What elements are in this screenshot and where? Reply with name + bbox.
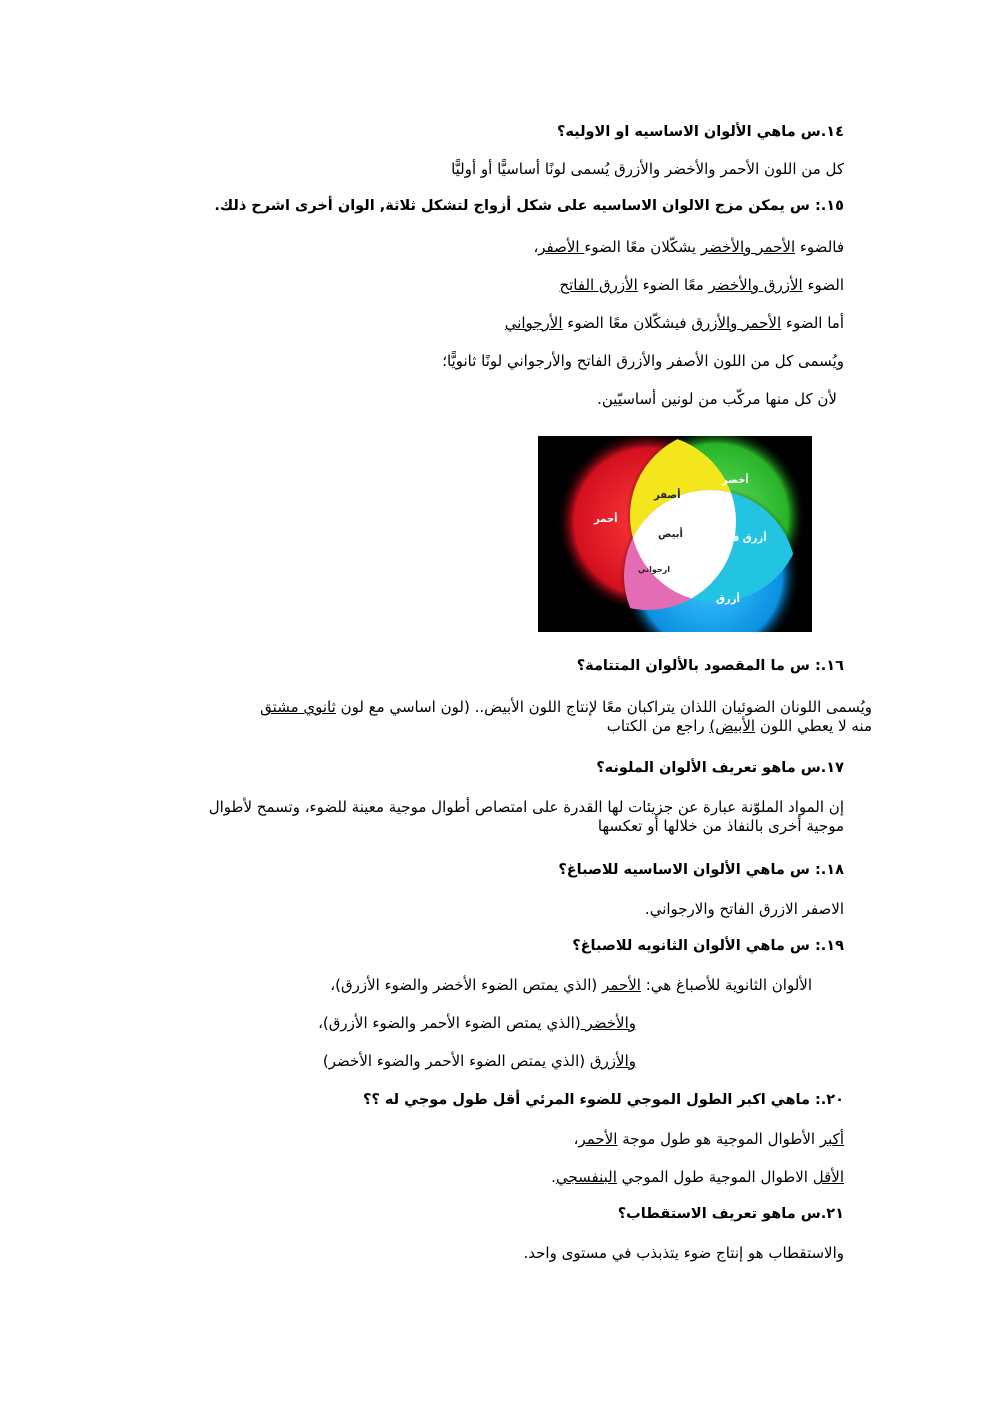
answer-21: والاستقطاب هو إنتاج ضوء يتذبذب في مستوى واحد. [523,1244,844,1262]
text-run: ، [533,238,539,256]
answer-20-line-2 [551,1168,844,1186]
question-18: ١٨.: س ماهي الألوان الاساسيه للاصباغ؟ [558,862,844,878]
text-run: . [551,1168,556,1186]
underlined-text: الأبيض) [709,717,756,735]
question-17: ١٧.س ماهو تعريف الألوان الملونه؟ [596,760,844,776]
text-run: موجية أخرى بالنفاذ من خلالها أو تعكسها [597,817,844,835]
answer-16-line-2 [152,717,872,736]
text-run: ويُسمى كل من اللون الأصفر والأزرق الفاتح والأرجواني لونًا ثانويًّا؛ [442,352,844,370]
answer-15-line-3 [505,314,844,332]
label-green: أخضر [722,475,749,486]
text-run: إن المواد الملوّنة عبارة عن جزيئات لها القدرة على امتصاص أطوال موجية معينة للضوء، وتسمح لأطوال [208,798,844,816]
underlined-text: الأقل [812,1168,844,1186]
text-run: ويُسمى اللونان الضوئيان اللذان يتراكبان معًا لإنتاج اللون الأبيض.. (لون اساسي مع لون [335,698,872,716]
text-run: الاطوال الموجية طول الموجي [616,1168,813,1186]
answer-20-line-1 [574,1130,844,1148]
label-white: أبيض [658,529,683,540]
text-run: منه لا يعطي اللون [755,717,872,735]
label-cyan: أزرق فاتح [718,533,767,544]
question-14: ١٤.س ماهي الألوان الاساسيه او الاوليه؟ [556,124,844,140]
answer-14: كل من اللون الأحمر والأخضر والأزرق يُسمى لونًا أساسيًّا أو أوليًّا [451,160,844,178]
label-yellow: أصفر [654,490,681,501]
underlined-text: الأزرق والأخضر [708,276,803,294]
answer-15-line-2 [559,276,844,294]
question-20: ٢٠.: ماهي اكبر الطول الموجي للضوء المرئي أقل طول موجي له ؟؟ [363,1092,844,1108]
underlined-text: البنفسجي [555,1168,617,1186]
text-run: الأطوال الموجية هو طول موجة [617,1130,820,1148]
text-run: ، [573,1130,579,1148]
text-run: (الذي يمتص الضوء الأحمر والضوء الأزرق)، [318,1014,581,1032]
text-run: (الذي يمتص الضوء الأخضر والضوء الأزرق)، [330,976,602,994]
question-21: ٢١.س ماهو تعريف الاستقطاب؟ [617,1206,844,1222]
answer-15-line-4 [442,352,844,370]
answer-19-line-3 [323,1052,636,1070]
answer-17-line-1 [154,798,844,817]
answer-16 [152,698,872,736]
underlined-text: أكبر [819,1130,844,1148]
answer-19-line-1 [330,976,812,994]
underlined-text: ثانوي مشتق [260,698,336,716]
answer-19-line-2 [318,1014,636,1032]
question-15: ١٥.: س يمكن مزج الالوان الاساسيه على شكل أزواج لتشكل ثلاثة, الوان أخرى اشرح ذلك. [214,198,844,214]
underlined-text: الأحمر [578,1130,618,1148]
label-blue: أزرق [716,594,740,605]
text-run: يشكّلان معًا الضوء [584,238,701,256]
underlined-text: الأحمر والأخضر [700,238,796,256]
text-run: أما الضوء [781,314,844,332]
text-run: فالضوء [795,238,844,256]
underlined-text: والأخضر [580,1014,636,1032]
underlined-text: الأحمر [602,976,641,994]
text-run: (الذي يمتص الضوء الأحمر والضوء الأخضر) [322,1052,590,1070]
underlined-text: الأحمر والأزرق [691,314,782,332]
text-run: معًا الضوء [637,276,709,294]
label-magenta: ارجواني [638,565,670,574]
text-run: فيشكّلان معًا الضوء [562,314,692,332]
underlined-text: الأرجواني [504,314,563,332]
label-red: أحمر [594,514,618,525]
color-mixing-figure [538,436,812,632]
answer-17 [154,798,844,836]
text-run: الضوء [802,276,844,294]
answer-16-line-1 [152,698,872,717]
underlined-text: الأزرق الفاتح [559,276,638,294]
underlined-text: الأصفر [538,238,585,256]
venn-diagram [538,436,812,632]
question-16: ١٦.: س ما المقصود بالألوان المتتامة؟ [576,658,844,674]
text-run: لأن كل منها مركّب من لونين أساسيّين. [597,390,837,408]
answer-17-line-2 [154,817,844,836]
text-run: راجع من الكتاب [606,717,710,735]
text-run: الألوان الثانوية للأصباغ هي: [640,976,812,994]
answer-15-line-1 [533,238,844,256]
question-19: ١٩.: س ماهي الألوان الثانويه للاصباغ؟ [572,938,844,954]
answer-15-line-5 [597,390,837,408]
underlined-text: والأزرق [589,1052,636,1070]
answer-18: الاصفر الازرق الفاتح والارجواني. [644,900,844,918]
